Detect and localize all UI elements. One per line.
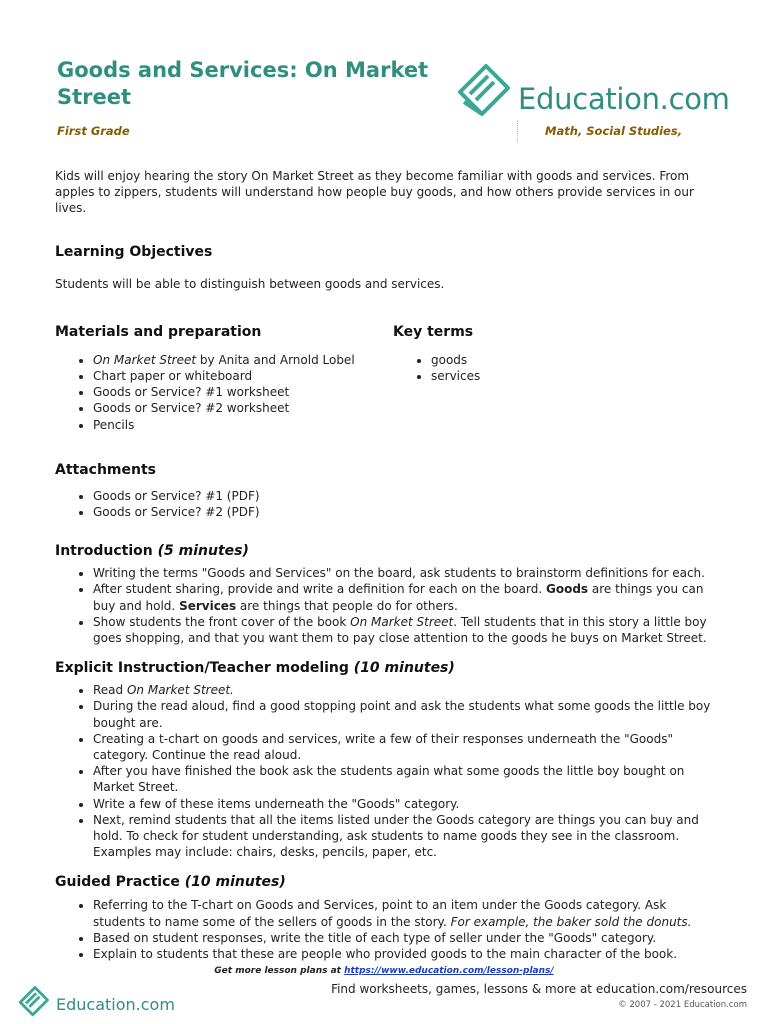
more-lesson-plans: Get more lesson plans at https://www.education.com/lesson-plans/ (214, 966, 554, 976)
attachment-link[interactable]: • Goods or Service? #2 (PDF) (93, 504, 715, 520)
list-item: • Creating a t-chart on goods and services, write a few of their responses underneath the "Goods" category. Continue the read aloud. (93, 731, 715, 763)
logo-text: Education.com (518, 82, 730, 116)
explicit-instruction-list (55, 682, 715, 860)
key-terms-list (393, 352, 713, 384)
guided-practice-heading: Guided Practice (10 minutes) (55, 874, 286, 891)
list-item: • goods (431, 352, 713, 368)
book-stack-icon (456, 58, 516, 118)
list-item: • services (431, 368, 713, 384)
materials-list (55, 352, 393, 433)
attachment-link[interactable]: • Goods or Service? #1 (PDF) (93, 488, 715, 504)
list-item: • Chart paper or whiteboard (93, 368, 393, 384)
footer-logo-text: Education.com (56, 995, 175, 1014)
grade-label: First Grade (57, 124, 130, 138)
introduction-list (55, 565, 715, 646)
guided-practice-list (55, 897, 715, 962)
page-title: Goods and Services: On Market Street (57, 58, 429, 109)
materials-section (55, 323, 393, 433)
list-item: • During the read aloud, find a good stopping point and ask the students what some goods the little boy bought are. (93, 698, 715, 730)
list-item: • Explain to students that these are people who provided goods to the main character of the book. (93, 946, 715, 962)
footer-resources-text: Find worksheets, games, lessons & more at education.com/resources (331, 982, 747, 996)
key-terms-section (393, 323, 713, 433)
subjects-label: Math, Social Studies, (545, 124, 683, 138)
list-item: • Pencils (93, 417, 393, 433)
lesson-content (55, 168, 715, 962)
introduction-heading: Introduction (5 minutes) (55, 543, 249, 560)
list-item: • After you have finished the book ask the students again what some goods the little boy bought on Market Street. (93, 763, 715, 795)
list-item: • Read On Market Street. (93, 682, 715, 698)
intro-paragraph: Kids will enjoy hearing the story On Market Street as they become familiar with goods and services. From apples to zippers, students will understand how people buy goods, and how others provide services in our lives. (55, 169, 694, 216)
list-item: • Next, remind students that all the items listed under the Goods category are things you can buy and hold. To check for student understanding, ask students to name goods they see in the classroom. Examples may include: chairs, desks, pencils, paper, etc. (93, 812, 715, 861)
education-logo[interactable] (456, 58, 730, 118)
list-item: • Writing the terms "Goods and Services" on the board, ask students to brainstorm definitions for each. (93, 565, 715, 581)
learning-objectives-text: Students will be able to distinguish between goods and services. (55, 276, 445, 291)
list-item: • Referring to the T-chart on Goods and Services, point to an item under the Goods category. Ask students to name some of the sellers of goods in the story. For example, the baker sold the donuts. (93, 897, 715, 929)
explicit-instruction-heading: Explicit Instruction/Teacher modeling (10 minutes) (55, 660, 455, 677)
copyright: © 2007 - 2021 Education.com (618, 1000, 747, 1010)
list-item: • Goods or Service? #2 worksheet (93, 400, 393, 416)
list-item: • Show students the front cover of the book On Market Street. Tell students that in this story a little boy goes shopping, and that you want them to pay close attention to the goods he buys on Market Street. (93, 614, 715, 646)
list-item: • On Market Street by Anita and Arnold Lobel (93, 352, 393, 368)
list-item: • Goods or Service? #1 worksheet (93, 384, 393, 400)
list-item: • After student sharing, provide and write a definition for each on the board. Goods are things you can buy and hold. Services are things that people do for others. (93, 581, 715, 613)
attachments-heading: Attachments (55, 461, 157, 478)
list-item: • Based on student responses, write the title of each type of seller under the "Goods" category. (93, 930, 715, 946)
footer-logo[interactable] (18, 983, 178, 1017)
list-item: • Write a few of these items underneath the "Goods" category. (93, 796, 715, 812)
attachments-list (55, 488, 715, 520)
materials-heading: Materials and preparation (55, 323, 262, 340)
meta-divider (517, 120, 518, 142)
book-stack-icon (18, 983, 52, 1017)
lesson-plans-link[interactable]: https://www.education.com/lesson-plans/ (344, 966, 554, 976)
learning-objectives-heading: Learning Objectives (55, 243, 213, 260)
key-terms-heading: Key terms (393, 323, 474, 340)
